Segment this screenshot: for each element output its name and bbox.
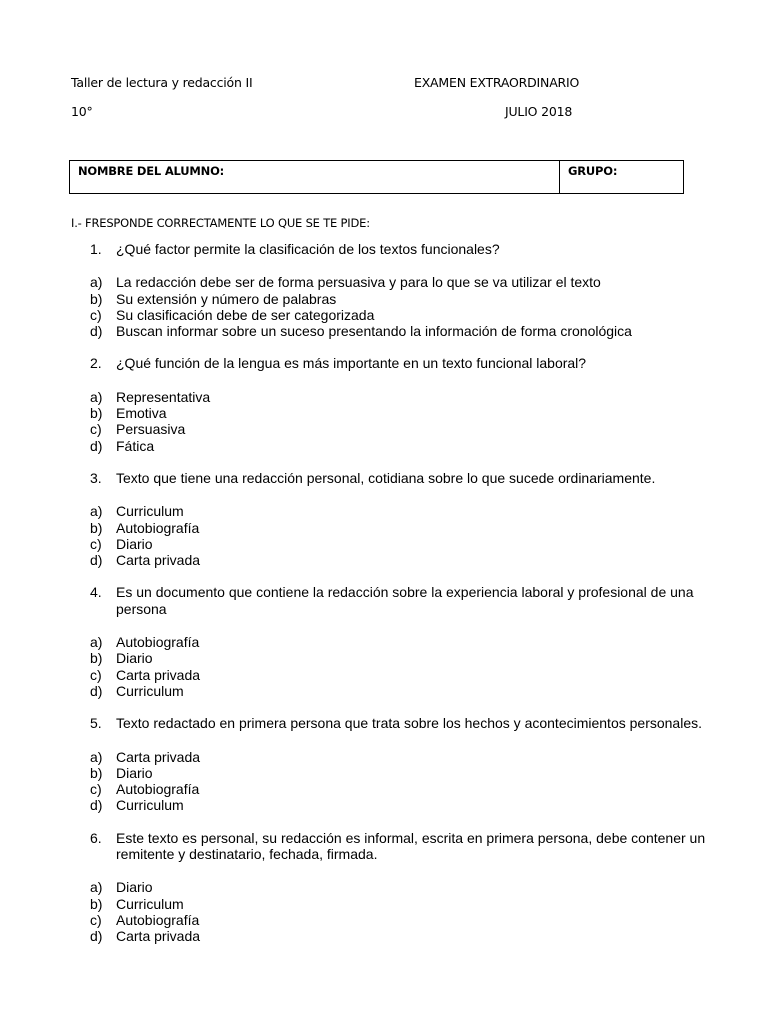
question-list bbox=[90, 241, 710, 945]
question-block bbox=[90, 241, 710, 339]
answer-option[interactable] bbox=[90, 634, 710, 650]
question-number: 5. bbox=[90, 715, 102, 732]
option-letter: b) bbox=[90, 519, 103, 536]
option-letter: c) bbox=[90, 911, 102, 928]
answer-options bbox=[90, 634, 710, 699]
option-letter: b) bbox=[90, 895, 103, 912]
option-text: Carta privada bbox=[116, 552, 201, 569]
question bbox=[90, 241, 710, 257]
question-block bbox=[90, 584, 710, 699]
answer-options bbox=[90, 503, 710, 568]
option-letter: a) bbox=[90, 503, 103, 520]
option-text: Fática bbox=[116, 437, 155, 454]
option-text: Su extensión y número de palabras bbox=[116, 290, 337, 307]
option-text: Diario bbox=[116, 650, 153, 667]
option-text: Emotiva bbox=[116, 405, 167, 422]
answer-option[interactable] bbox=[90, 389, 710, 405]
option-letter: d) bbox=[90, 797, 103, 814]
option-letter: c) bbox=[90, 306, 102, 323]
answer-option[interactable] bbox=[90, 928, 710, 944]
option-text: Autobiografía bbox=[116, 911, 200, 928]
option-text: Diario bbox=[116, 764, 153, 781]
answer-option[interactable] bbox=[90, 683, 710, 699]
option-text: Autobiografía bbox=[116, 519, 200, 536]
answer-option[interactable] bbox=[90, 650, 710, 666]
option-letter: b) bbox=[90, 290, 103, 307]
question-text: Texto redactado en primera persona que trata sobre los hechos y acontecimientos personales. bbox=[116, 715, 703, 732]
question bbox=[90, 830, 710, 863]
question bbox=[90, 355, 710, 371]
option-letter: c) bbox=[90, 666, 102, 683]
question-number: 2. bbox=[90, 355, 102, 372]
group-label: GRUPO: bbox=[568, 164, 618, 178]
question-block bbox=[90, 355, 710, 453]
question-block bbox=[90, 830, 710, 945]
option-letter: c) bbox=[90, 535, 102, 552]
student-name-label: NOMBRE DEL ALUMNO: bbox=[78, 164, 225, 178]
question-number: 6. bbox=[90, 829, 102, 846]
answer-option[interactable] bbox=[90, 323, 710, 339]
question-text: Texto que tiene una redacción personal, cotidiana sobre lo que sucede ordinariamente. bbox=[116, 469, 656, 486]
question-text: Es un documento que contiene la redacción sobre la experiencia laboral y profesional de una persona bbox=[116, 584, 694, 617]
group-field[interactable] bbox=[560, 161, 683, 193]
answer-option[interactable] bbox=[90, 879, 710, 895]
answer-option[interactable] bbox=[90, 536, 710, 552]
subject-title: Taller de lectura y redacción II bbox=[71, 75, 253, 90]
question-text: ¿Qué función de la lengua es más importante en un texto funcional laboral? bbox=[116, 355, 587, 372]
option-letter: a) bbox=[90, 634, 103, 651]
question-number: 1. bbox=[90, 241, 102, 257]
answer-option[interactable] bbox=[90, 438, 710, 454]
student-name-field[interactable] bbox=[70, 161, 560, 193]
question bbox=[90, 584, 710, 617]
answer-option[interactable] bbox=[90, 405, 710, 421]
option-text: Curriculum bbox=[116, 797, 184, 814]
student-info-table bbox=[69, 160, 684, 194]
answer-option[interactable] bbox=[90, 749, 710, 765]
answer-option[interactable] bbox=[90, 667, 710, 683]
option-letter: b) bbox=[90, 764, 103, 781]
option-letter: d) bbox=[90, 323, 103, 340]
question-number: 3. bbox=[90, 469, 102, 486]
answer-option[interactable] bbox=[90, 307, 710, 323]
answer-option[interactable] bbox=[90, 797, 710, 813]
option-text: Carta privada bbox=[116, 928, 201, 945]
answer-option[interactable] bbox=[90, 274, 710, 290]
option-letter: a) bbox=[90, 879, 103, 896]
option-text: Curriculum bbox=[116, 503, 184, 520]
option-text: La redacción debe ser de forma persuasiva y para lo que se va utilizar el texto bbox=[116, 274, 601, 291]
answer-option[interactable] bbox=[90, 765, 710, 781]
answer-option[interactable] bbox=[90, 291, 710, 307]
question-text: Este texto es personal, su redacción es informal, escrita en primera persona, debe contener un remitente y destinatario, fechada, firmada. bbox=[116, 829, 706, 863]
grade: 10° bbox=[71, 104, 93, 119]
answer-option[interactable] bbox=[90, 421, 710, 437]
option-text: Autobiografía bbox=[116, 781, 200, 798]
answer-option[interactable] bbox=[90, 503, 710, 519]
answer-option[interactable] bbox=[90, 896, 710, 912]
option-text: Carta privada bbox=[116, 666, 201, 683]
option-letter: d) bbox=[90, 682, 103, 699]
answer-options bbox=[90, 274, 710, 339]
option-letter: d) bbox=[90, 552, 103, 569]
option-text: Curriculum bbox=[116, 682, 184, 699]
option-text: Buscan informar sobre un suceso presentando la información de forma cronológica bbox=[116, 323, 632, 340]
exam-date: JULIO 2018 bbox=[505, 104, 573, 119]
answer-options bbox=[90, 749, 710, 814]
question bbox=[90, 470, 710, 486]
answer-options bbox=[90, 389, 710, 454]
question bbox=[90, 715, 710, 731]
option-text: Persuasiva bbox=[116, 421, 186, 438]
option-letter: d) bbox=[90, 928, 103, 945]
question-text: ¿Qué factor permite la clasificación de los textos funcionales? bbox=[116, 241, 500, 257]
option-text: Diario bbox=[116, 535, 153, 552]
option-letter: a) bbox=[90, 388, 103, 405]
answer-option[interactable] bbox=[90, 552, 710, 568]
option-text: Curriculum bbox=[116, 895, 184, 912]
option-letter: c) bbox=[90, 421, 102, 438]
option-letter: a) bbox=[90, 748, 103, 765]
answer-option[interactable] bbox=[90, 912, 710, 928]
option-letter: a) bbox=[90, 274, 103, 291]
exam-type: EXAMEN EXTRAORDINARIO bbox=[414, 75, 580, 90]
answer-option[interactable] bbox=[90, 781, 710, 797]
option-text: Autobiografía bbox=[116, 634, 200, 651]
option-text: Su clasificación debe de ser categorizada bbox=[116, 306, 375, 323]
answer-options bbox=[90, 879, 710, 944]
option-text: Representativa bbox=[116, 388, 211, 405]
question-number: 4. bbox=[90, 584, 102, 601]
option-letter: b) bbox=[90, 405, 103, 422]
instructions: I.- FRESPONDE CORRECTAMENTE LO QUE SE TE PIDE: bbox=[71, 216, 370, 230]
option-letter: d) bbox=[90, 437, 103, 454]
option-text: Diario bbox=[116, 879, 153, 896]
option-letter: b) bbox=[90, 650, 103, 667]
question-block bbox=[90, 715, 710, 813]
option-text: Carta privada bbox=[116, 748, 201, 765]
answer-option[interactable] bbox=[90, 520, 710, 536]
question-block bbox=[90, 470, 710, 568]
option-letter: c) bbox=[90, 781, 102, 798]
